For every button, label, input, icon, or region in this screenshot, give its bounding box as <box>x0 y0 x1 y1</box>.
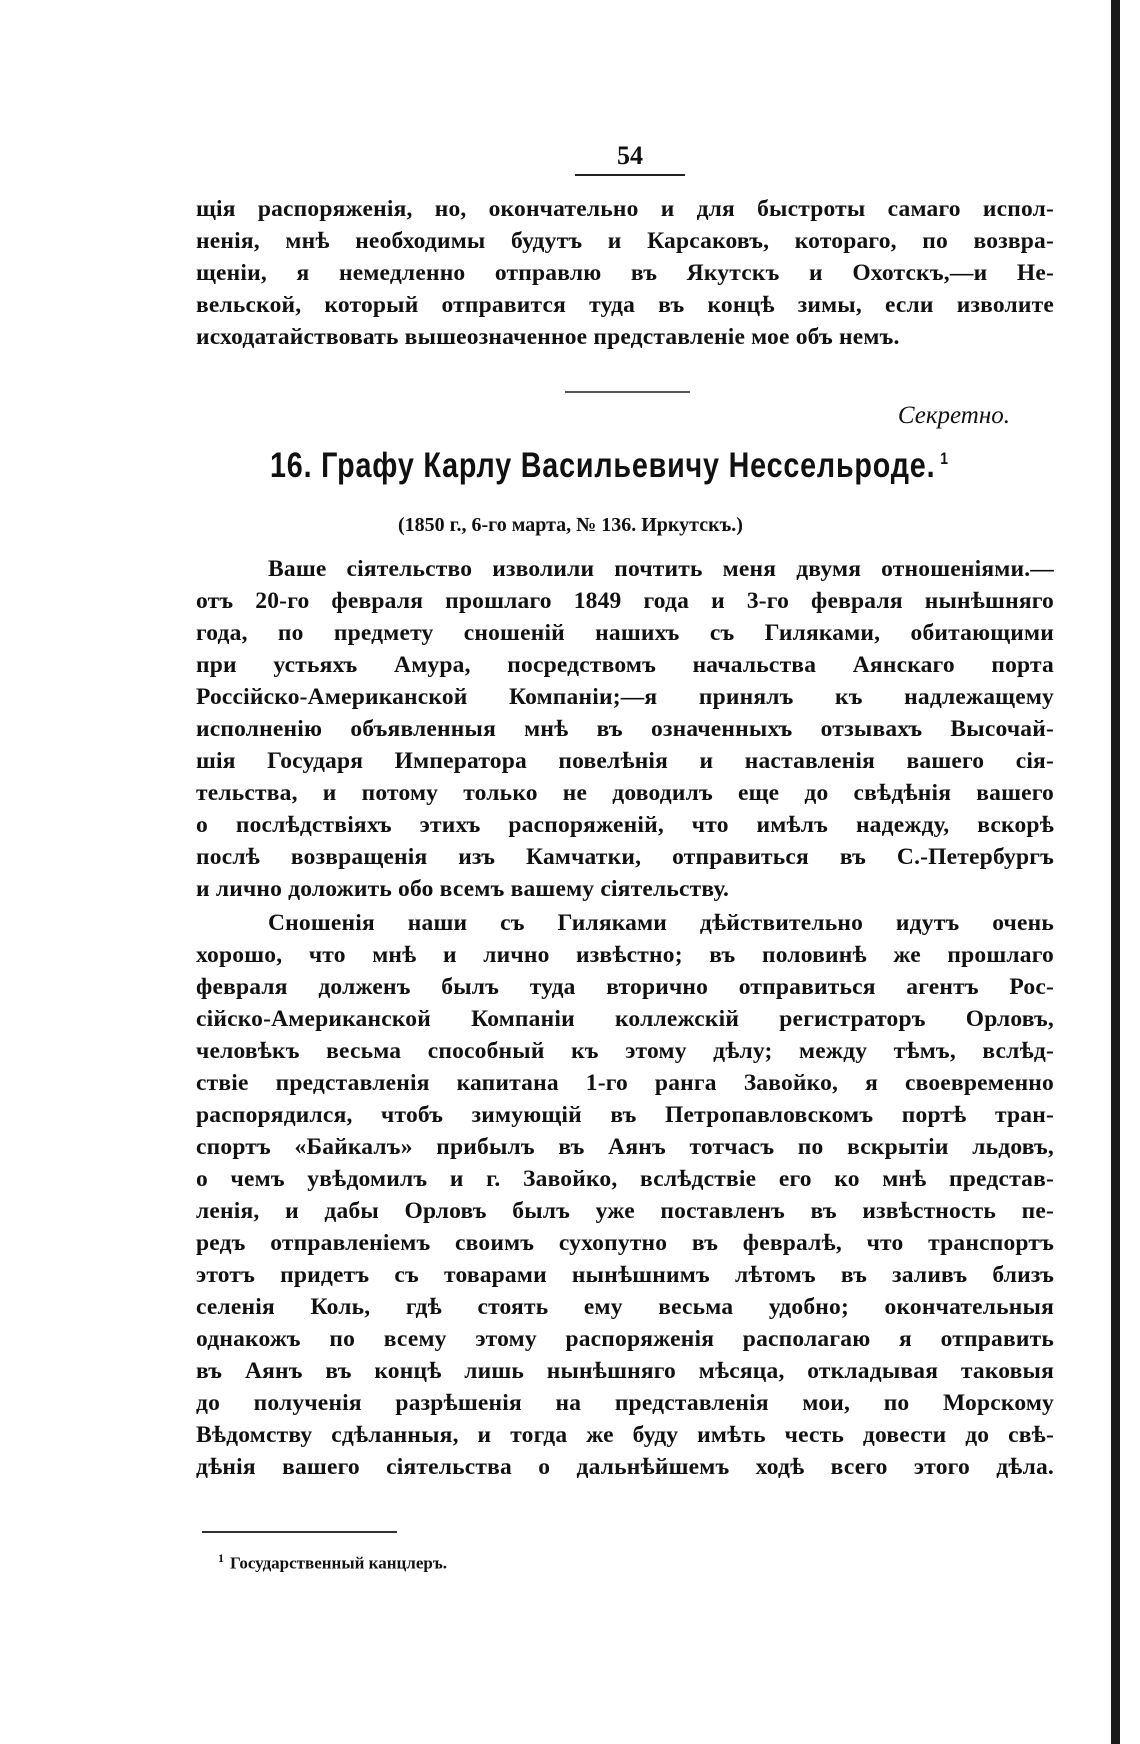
text-line: щеніи, я немедленно отправлю въ Якутскъ и Охотскъ,—и Не- <box>196 260 1054 286</box>
text-line: селенія Коль, гдѣ стоять ему весьма удобно; окончательныя <box>196 1294 1054 1320</box>
text-line: Россійско-Американской Компаніи;—я принялъ къ надлежащему <box>196 684 1054 710</box>
text-line: сійско-Американской Компаніи коллежскій регистраторъ Орловъ, <box>196 1006 1054 1032</box>
text-line: дѣнія вашего сіятельства о дальнѣйшемъ ходѣ всего этого дѣла. <box>196 1454 1054 1480</box>
text-line: тельства, и потому только не доводилъ еще до свѣдѣнія вашего <box>196 780 1054 806</box>
dateline: (1850 г., 6-го марта, № 136. Иркутскъ.) <box>398 514 743 536</box>
text-line: въ Аянъ въ концѣ лишь нынѣшняго мѣсяца, откладывая таковыя <box>196 1358 1054 1384</box>
footnote-mark: 1 <box>218 1551 224 1565</box>
text-line: шія Государя Императора повелѣнія и наставленія вашего сія- <box>196 748 1054 774</box>
text-line: при устьяхъ Амура, посредствомъ начальства Аянскаго порта <box>196 652 1054 678</box>
letter-heading <box>270 446 949 486</box>
text-line: исходатайствовать вышеозначенное представленіе мое объ немъ. <box>196 324 900 350</box>
text-line: февраля долженъ былъ туда вторично отправиться агентъ Рос- <box>196 974 1054 1000</box>
text-line: ствіе представленія капитана 1-го ранга Завойко, я своевременно <box>196 1070 1054 1096</box>
footnote <box>218 1551 718 1574</box>
footnote-rule <box>202 1531 397 1533</box>
text-line: о чемъ увѣдомилъ и г. Завойко, вслѣдствіе его ко мнѣ представ- <box>196 1166 1054 1192</box>
text-line: хорошо, что мнѣ и лично извѣстно; въ половинѣ же прошлаго <box>196 942 1054 968</box>
text-line: послѣ возвращенія изъ Камчатки, отправиться въ С.-Петербургъ <box>196 844 1054 870</box>
text-line: ленія, и дабы Орловъ былъ уже поставленъ въ извѣстность пе- <box>196 1198 1054 1224</box>
secret-label: Секретно. <box>897 402 1010 429</box>
text-line: щія распоряженія, но, окончательно и для быстроты самаго испол- <box>196 196 1054 222</box>
text-line: Сношенія наши съ Гиляками дѣйствительно идутъ очень <box>268 910 1054 936</box>
page-edge-shadow <box>1111 0 1120 1744</box>
text-line: и лично доложить обо всемъ вашему сіятельству. <box>196 876 730 902</box>
text-line: вельской, который отправится туда въ концѣ зимы, если изволите <box>196 292 1054 318</box>
text-line: о послѣдствіяхъ этихъ распоряженій, что имѣлъ надежду, вскорѣ <box>196 812 1054 838</box>
text-line: отъ 20-го февраля прошлаго 1849 года и 3-го февраля нынѣшняго <box>196 588 1054 614</box>
text-line: редъ отправленіемъ своимъ сухопутно въ февралѣ, что транспортъ <box>196 1230 1054 1256</box>
text-line: ненія, мнѣ необходимы будутъ и Карсаковъ, котораго, по возвра- <box>196 228 1054 254</box>
text-line: исполненію объявленныя мнѣ въ означенныхъ отзывахъ Высочай- <box>196 716 1054 742</box>
text-line: Ваше сіятельство изволили почтить меня двумя отношеніями.— <box>268 556 1054 582</box>
footnote-text: Государственный канцлеръ. <box>230 1553 447 1573</box>
text-line: однакожъ по всему этому распоряженія располагаю я отправить <box>196 1326 1054 1352</box>
text-line: этотъ придетъ съ товарами нынѣшнимъ лѣтомъ въ заливъ близъ <box>196 1262 1054 1288</box>
text-line: до полученія разрѣшенія на представленія мои, по Морскому <box>196 1390 1054 1416</box>
text-line: спортъ «Байкалъ» прибылъ въ Аянъ тотчасъ по вскрытіи льдовъ, <box>196 1134 1054 1160</box>
heading-text: 16. Графу Карлу Васильевичу Нессельроде. <box>270 446 936 485</box>
text-line: Вѣдомству сдѣланныя, и тогда же буду имѣть честь довести до свѣ- <box>196 1422 1054 1448</box>
page-number: 54 <box>617 141 643 170</box>
text-line: года, по предмету сношеній нашихъ съ Гиляками, обитающими <box>196 620 1054 646</box>
section-separator <box>565 391 690 393</box>
heading-footnote-mark: 1 <box>940 449 949 469</box>
page-number-underline <box>575 174 685 176</box>
text-line: распорядился, чтобъ зимующій въ Петропавловскомъ портѣ тран- <box>196 1102 1054 1128</box>
text-line: человѣкъ весьма способный къ этому дѣлу; между тѣмъ, вслѣд- <box>196 1038 1054 1064</box>
